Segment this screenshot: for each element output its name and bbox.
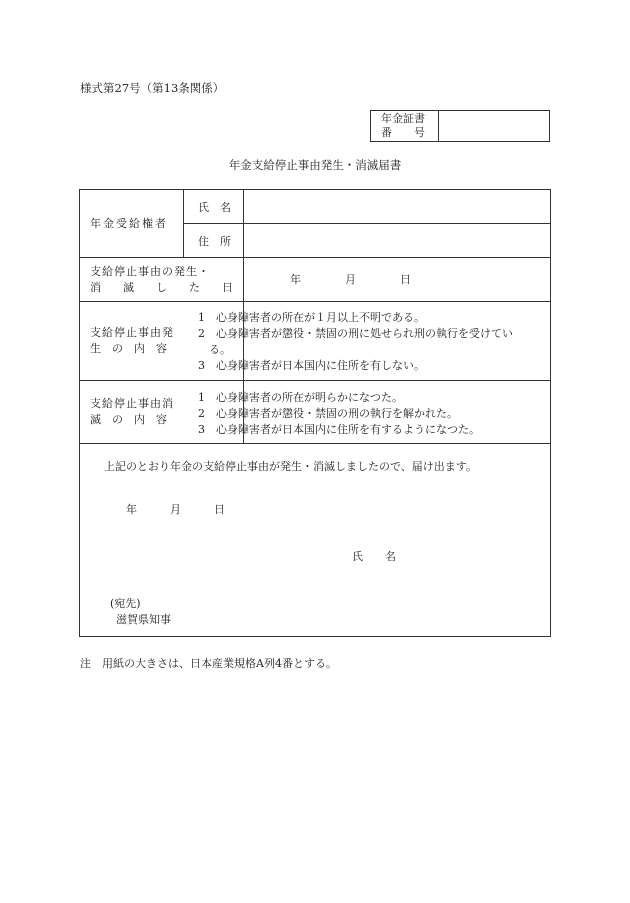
occurrence-label-line1: 支給停止事由発 <box>90 326 174 339</box>
row-divider-occurrence <box>80 380 550 381</box>
name-field[interactable] <box>248 200 538 215</box>
declaration-text: 上記のとおり年金の支給停止事由が発生・消滅しましたので、届け出ます。 <box>104 460 477 473</box>
extinction-item-2: 2 心身障害者が懲役・禁固の刑の執行を解かれた。 <box>198 407 458 420</box>
occurrence-item-3: 3 心身障害者が日本国内に住所を有しない。 <box>198 359 425 372</box>
occurrence-label-line2: 生 の 内 容 <box>90 342 167 355</box>
certificate-label-line1: 年金証書 <box>381 112 425 125</box>
row-divider-date <box>80 301 550 302</box>
certificate-label-line2: 番 号 <box>381 126 425 139</box>
document-title: 年金支給停止事由発生・消滅届書 <box>228 158 402 172</box>
certificate-number-label <box>371 111 439 141</box>
extinction-item-3: 3 心身障害者が日本国内に住所を有するようになつた。 <box>198 423 480 436</box>
date-label-line1: 支給停止事由の発生・ <box>90 265 210 278</box>
column-divider-sublabel <box>243 190 244 257</box>
certificate-number-box <box>370 110 550 142</box>
signature-name-label: 氏 名 <box>352 550 396 563</box>
addressee-name: 滋賀県知事 <box>116 613 171 626</box>
form-number: 様式第27号（第13条関係） <box>80 81 225 95</box>
row-divider-extinction <box>80 443 550 444</box>
recipient-label: 年金受給権者 <box>90 217 168 230</box>
certificate-number-field[interactable] <box>439 111 549 141</box>
extinction-label-line1: 支給停止事由消 <box>90 397 174 410</box>
name-label: 氏 名 <box>198 201 231 214</box>
signature-date-field[interactable]: 年 月 日 <box>126 503 225 516</box>
date-field[interactable]: 年 月 日 <box>290 273 411 286</box>
addressee-label: (宛先) <box>110 597 141 610</box>
extinction-label-line2: 滅 の 内 容 <box>90 413 167 426</box>
address-label: 住 所 <box>198 235 231 248</box>
row-divider-recipient <box>80 257 550 258</box>
paper-size-note: 注 用紙の大きさは、日本産業規格A列4番とする。 <box>80 657 337 670</box>
occurrence-item-1: 1 心身障害者の所在が１月以上不明である。 <box>198 311 425 324</box>
row-divider-name-address <box>183 223 550 224</box>
address-field[interactable] <box>248 234 538 249</box>
form-table <box>79 189 551 637</box>
column-divider-label <box>183 190 184 257</box>
occurrence-item-2: 2 心身障害者が懲役・禁固の刑に処せられ刑の執行を受けてい <box>198 327 513 340</box>
extinction-item-1: 1 心身障害者の所在が明らかになつた。 <box>198 391 403 404</box>
occurrence-item-2-cont: る。 <box>198 343 231 356</box>
date-label-line2: 消 滅 し た 日 <box>90 281 233 294</box>
